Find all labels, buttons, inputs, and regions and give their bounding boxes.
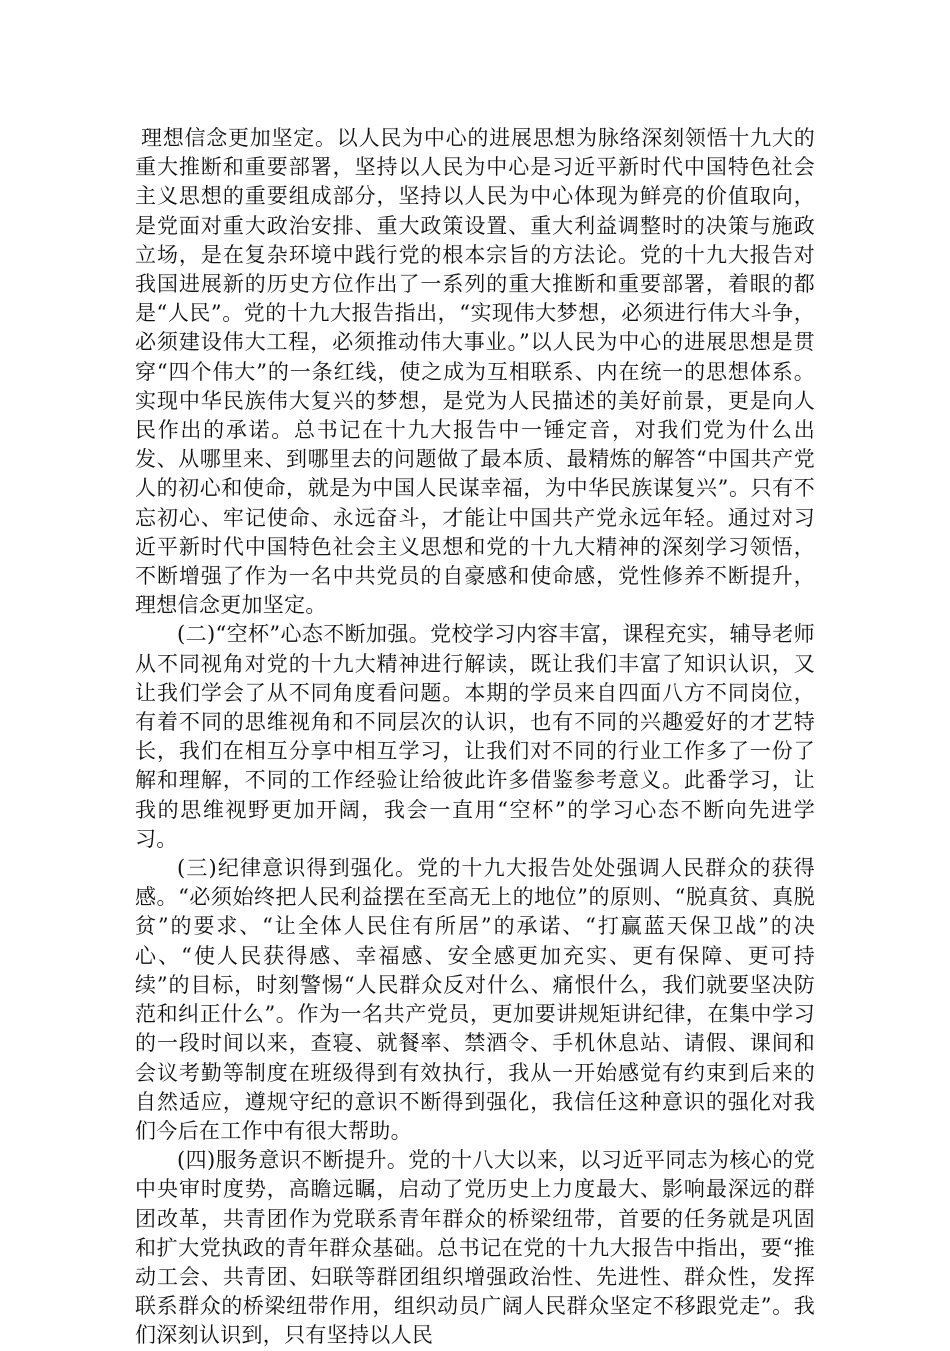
paragraph-empty-cup: (二)“空杯”心态不断加强。党校学习内容丰富，课程充实，辅导老师从不同视角对党的十九大精神进行解读，既让我们丰富了知识认识，又让我们学会了从不同角度看问题。本期的学员来自四面八方不同岗位，有着不同的思维视角和不同层次的认识，也有不同的兴趣爱好的才艺特长，我们在相互分享中相互学习，让我们对不同的行业工作多了一份了解和理解，不同的工作经验让给彼此许多借鉴参考意义。此番学习，让我的思维视野更加开阔，我会一直用“空杯”的学习心态不断向先进学习。 bbox=[135, 622, 815, 851]
paragraph-ideals: 理想信念更加坚定。以人民为中心的进展思想为脉络深刻领悟十九大的重大推断和重要部署，坚持以人民为中心是习近平新时代中国特色社会主义思想的重要组成部分，坚持以人民为中心体现为鲜亮的价值取向，是党面对重大政治安排、重大政策设置、重大利益调整时的决策与施政立场，是在复杂环境中践行党的根本宗旨的方法论。党的十九大报告对我国进展新的历史方位作出了一系列的重大推断和重要部署，着眼的都是“人民”。党的十九大报告指出，“实现伟大梦想，必须进行伟大斗争，必须建设伟大工程，必须推动伟大事业。”以人民为中心的进展思想是贯穿“四个伟大”的一条红线，使之成为互相联系、内在统一的思想体系。实现中华民族伟大复兴的梦想，是党为人民描述的美好前景，更是向人民作出的承诺。总书记在十九大报告中一锤定音，对我们党为什么出发、从哪里来、到哪里去的问题做了最本质、最精炼的解答“中国共产党人的初心和使命，就是为中国人民谋幸福，为中华民族谋复兴”。只有不忘初心、牢记使命、永远奋斗，才能让中国共产党永远年轻。通过对习近平新时代中国特色社会主义思想和党的十九大精神的深刻学习领悟，不断增强了作为一名中共党员的自豪感和使命感，党性修养不断提升，理想信念更加坚定。 bbox=[135, 126, 815, 618]
document-body bbox=[135, 124, 815, 1351]
paragraph-discipline: (三)纪律意识得到强化。党的十九大报告处处强调人民群众的获得感。“必须始终把人民利益摆在至高无上的地位”的原则、“脱真贫、真脱贫”的要求、“让全体人民住有所居”的承诺、“打赢蓝天保卫战”的决心、“使人民获得感、幸福感、安全感更加充实、更有保障、更可持续”的目标，时刻警惕“人民群众反对什么、痛恨什么，我们就要坚决防范和纠正什么”。作为一名共产党员，更加要讲规矩讲纪律，在集中学习的一段时间以来，查寝、就餐率、禁酒令、手机休息站、请假、课间和会议考勤等制度在班级得到有效执行，我从一开始感觉有约束到后来的自然适应，遵规守纪的意识不断得到强化，我信任这种意识的强化对我们今后在工作中有很大帮助。 bbox=[135, 856, 815, 1143]
paragraph-service: (四)服务意识不断提升。党的十八大以来，以习近平同志为核心的党中央审时度势，高瞻远瞩，启动了党历史上力度最大、影响最深远的群团改革，共青团作为党联系青年群众的桥梁纽带，首要的任务就是巩固和扩大党执政的青年群众基础。总书记在党的十九大报告中指出，要“推动工会、共青团、妇联等群团组织增强政治性、先进性、群众性，发挥联系群众的桥梁纽带作用，组织动员广阔人民群众坚定不移跟党走”。我们深刻认识到，只有坚持以人民 bbox=[135, 1148, 815, 1348]
